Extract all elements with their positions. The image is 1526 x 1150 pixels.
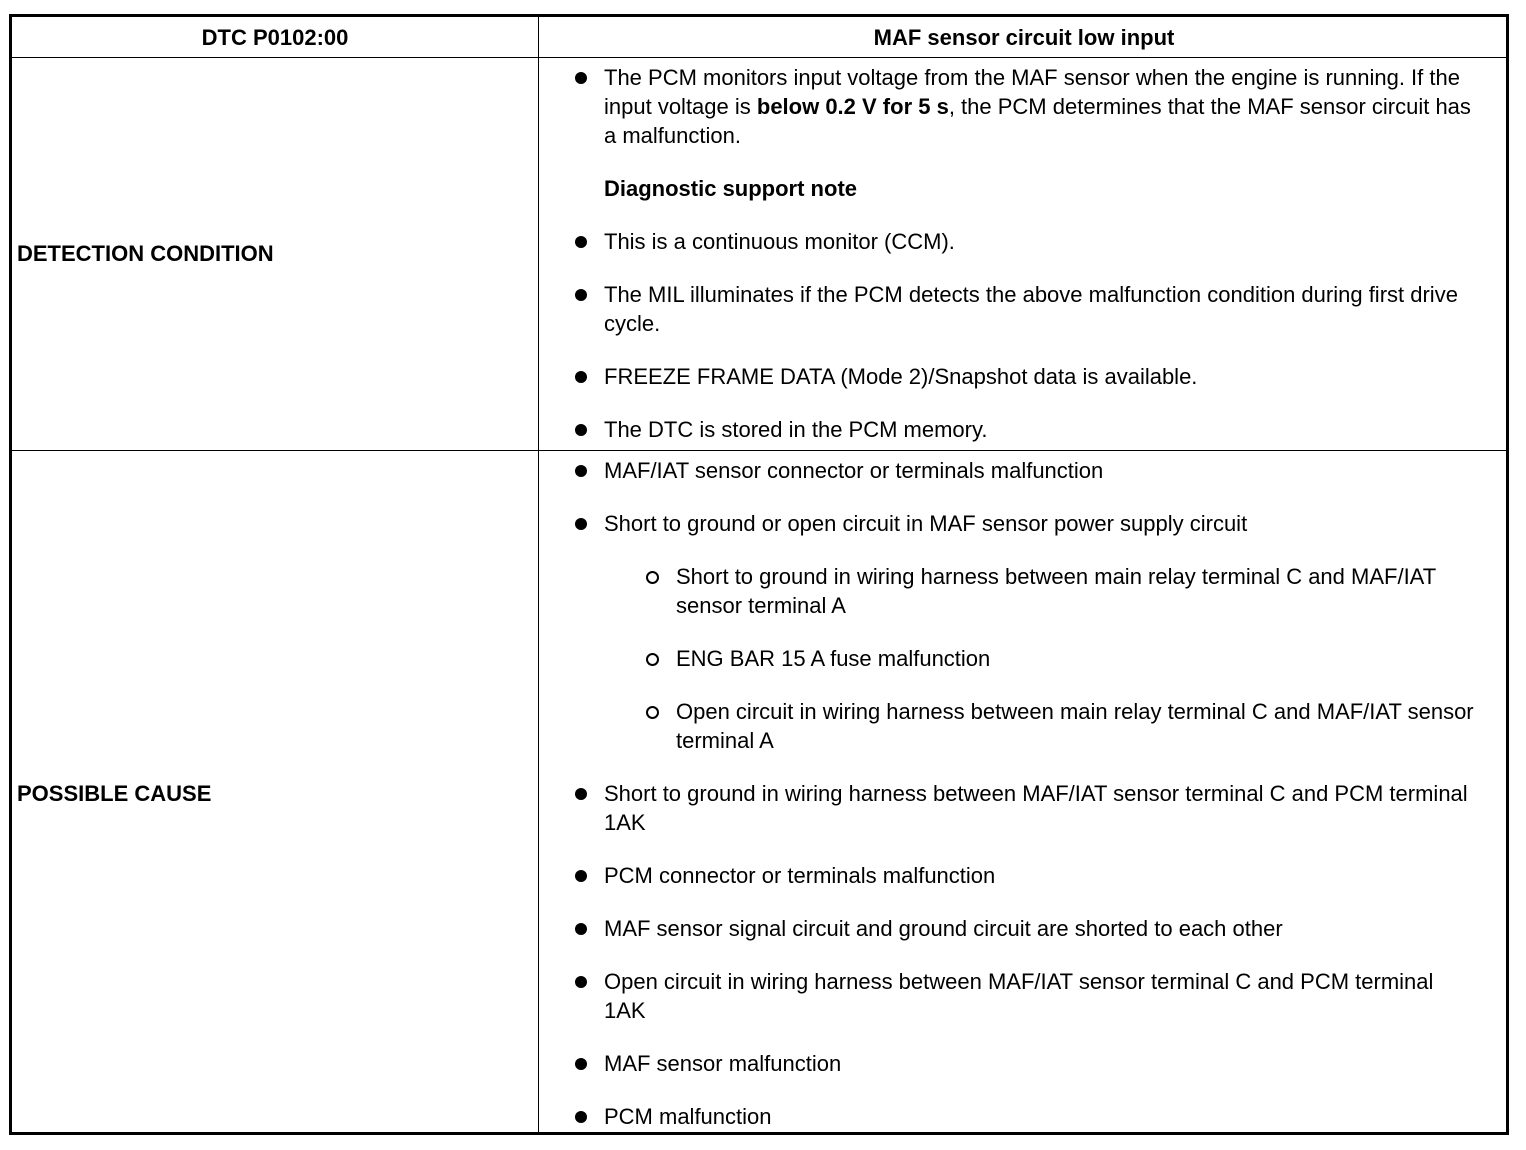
dtc-code: DTC P0102:00 bbox=[201, 25, 349, 50]
bullet-icon bbox=[575, 465, 587, 477]
list-item bbox=[604, 779, 1474, 837]
list-item-text: The DTC is stored in the PCM memory. bbox=[604, 417, 988, 442]
sub-list-item-text: ENG BAR 15 A fuse malfunction bbox=[676, 646, 991, 671]
diagnostic-note-heading: Diagnostic support note bbox=[604, 176, 857, 201]
bullet-icon bbox=[575, 72, 587, 84]
list-item bbox=[604, 456, 1474, 485]
list-item-text: PCM connector or terminals malfunction bbox=[604, 863, 996, 888]
bullet-icon bbox=[575, 870, 587, 882]
bullet-icon bbox=[575, 788, 587, 800]
sub-list-item bbox=[676, 697, 1476, 755]
list-item-text: MAF sensor malfunction bbox=[604, 1051, 842, 1076]
list-item-text: FREEZE FRAME DATA (Mode 2)/Snapshot data is available. bbox=[604, 364, 1198, 389]
detection-condition-label: DETECTION CONDITION bbox=[17, 241, 274, 266]
list-item bbox=[604, 227, 1474, 256]
bullet-icon bbox=[575, 923, 587, 935]
bullet-icon bbox=[575, 1058, 587, 1070]
row-divider bbox=[12, 450, 1506, 451]
list-item-text: MAF sensor signal circuit and ground circuit are shorted to each other bbox=[604, 916, 1283, 941]
detection-main-item bbox=[604, 63, 1474, 150]
circle-bullet-icon bbox=[646, 571, 659, 584]
list-item bbox=[604, 1102, 1474, 1131]
dtc-title: MAF sensor circuit low input bbox=[873, 25, 1175, 50]
detection-main-bold: below 0.2 V for 5 s bbox=[756, 94, 949, 119]
possible-cause-label: POSSIBLE CAUSE bbox=[17, 781, 212, 806]
list-item-text: PCM malfunction bbox=[604, 1104, 772, 1129]
detection-main-pre: The PCM monitors input voltage from the MAF sensor when the engine is running. If the input voltage is bbox=[604, 65, 1460, 119]
bullet-icon bbox=[575, 976, 587, 988]
list-item-text: Open circuit in wiring harness between MAF/IAT sensor terminal C and PCM terminal 1AK bbox=[604, 969, 1434, 1023]
bullet-icon bbox=[575, 371, 587, 383]
circle-bullet-icon bbox=[646, 706, 659, 719]
list-item bbox=[604, 1049, 1474, 1078]
bullet-icon bbox=[575, 518, 587, 530]
list-item-text: Short to ground or open circuit in MAF sensor power supply circuit bbox=[604, 511, 1248, 536]
list-item-text: Short to ground in wiring harness between MAF/IAT sensor terminal C and PCM terminal 1AK bbox=[604, 781, 1468, 835]
list-item bbox=[604, 362, 1474, 391]
sub-list-item bbox=[676, 644, 1476, 673]
sub-list-item-text: Open circuit in wiring harness between main relay terminal C and MAF/IAT sensor terminal A bbox=[676, 699, 1474, 753]
detection-main-post: , the PCM determines that the MAF sensor circuit has a malfunction. bbox=[604, 94, 1471, 148]
list-item bbox=[604, 861, 1474, 890]
list-item-text: MAF/IAT sensor connector or terminals malfunction bbox=[604, 458, 1104, 483]
list-item bbox=[604, 914, 1474, 943]
circle-bullet-icon bbox=[646, 653, 659, 666]
list-item bbox=[604, 967, 1474, 1025]
bullet-icon bbox=[575, 289, 587, 301]
list-item-text: This is a continuous monitor (CCM). bbox=[604, 229, 955, 254]
bullet-icon bbox=[575, 1111, 587, 1123]
sub-list-item bbox=[676, 562, 1476, 620]
bullet-icon bbox=[575, 424, 587, 436]
list-item bbox=[604, 509, 1474, 538]
list-item bbox=[604, 415, 1474, 444]
bullet-icon bbox=[575, 236, 587, 248]
list-item-text: The MIL illuminates if the PCM detects the above malfunction condition during first drive cycle. bbox=[604, 282, 1458, 336]
column-divider bbox=[538, 17, 539, 1132]
list-item bbox=[604, 280, 1474, 338]
sub-list-item-text: Short to ground in wiring harness between main relay terminal C and MAF/IAT sensor terminal A bbox=[676, 564, 1436, 618]
